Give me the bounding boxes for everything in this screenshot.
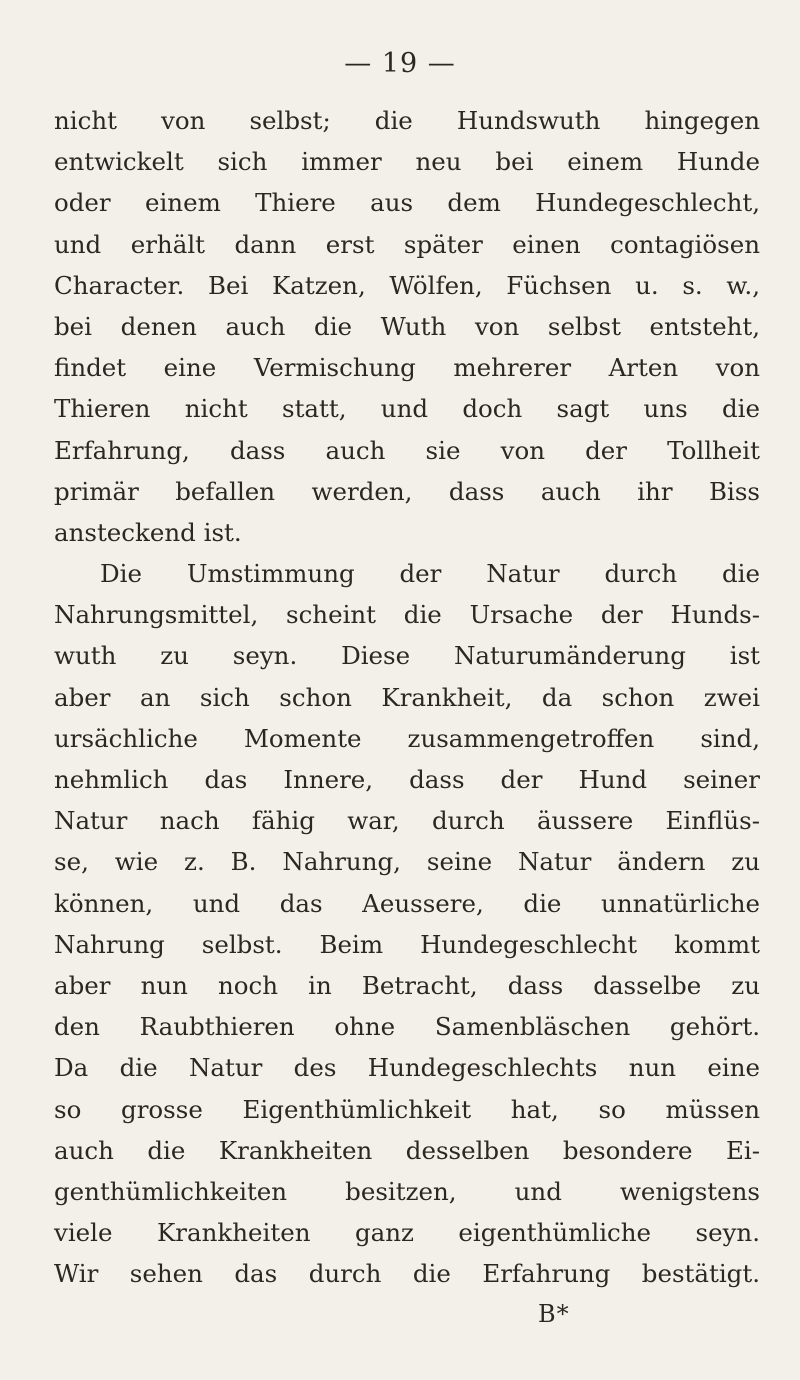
signature-mark: B* xyxy=(538,1300,570,1328)
text-line: primär befallen werden, dass auch ihr Biss xyxy=(54,476,760,506)
text-line: aber an sich schon Krankheit, da schon zwei xyxy=(54,682,760,712)
text-line: ursächliche Momente zusammengetroffen sind, xyxy=(54,723,760,753)
text-line: Wir sehen das durch die Erfahrung bestätigt. xyxy=(54,1259,760,1289)
body-text xyxy=(54,100,760,1294)
text-line: bei denen auch die Wuth von selbst entsteht, xyxy=(54,311,760,341)
text-line-paragraph-end: ansteckend ist. xyxy=(54,517,242,547)
text-line: Character. Bei Katzen, Wölfen, Füchsen u. s. w., xyxy=(54,270,760,300)
text-line-paragraph-start: Die Umstimmung der Natur durch die xyxy=(100,559,760,589)
text-line: findet eine Vermischung mehrerer Arten von xyxy=(54,353,760,383)
text-line: können, und das Aeussere, die unnatürliche xyxy=(54,888,760,918)
text-line: nicht von selbst; die Hundswuth hingegen xyxy=(54,106,760,135)
text-line: genthümlichkeiten besitzen, und wenigstens xyxy=(54,1176,760,1206)
text-line: Thieren nicht statt, und doch sagt uns die xyxy=(54,394,760,424)
text-line: viele Krankheiten ganz eigenthümliche seyn. xyxy=(54,1218,760,1248)
text-line: se, wie z. B. Nahrung, seine Natur ändern zu xyxy=(54,847,760,877)
text-line: Natur nach fähig war, durch äussere Einflüs- xyxy=(54,806,760,836)
page-header: — 19 — xyxy=(344,48,456,79)
text-line: aber nun noch in Betracht, dass dasselbe zu xyxy=(54,970,760,1000)
text-line: nehmlich das Innere, dass der Hund seiner xyxy=(54,765,760,794)
text-line: und erhält dann erst später einen contagiösen xyxy=(54,229,760,259)
text-line: Da die Natur des Hundegeschlechts nun eine xyxy=(54,1053,760,1083)
text-line: oder einem Thiere aus dem Hundegeschlecht, xyxy=(54,188,760,218)
text-line: wuth zu seyn. Diese Naturumänderung ist xyxy=(54,641,760,671)
text-line: auch die Krankheiten desselben besondere Ei- xyxy=(54,1135,760,1165)
text-line: entwickelt sich immer neu bei einem Hunde xyxy=(54,147,760,177)
text-line: den Raubthieren ohne Samenbläschen gehört. xyxy=(54,1012,760,1042)
text-line: Nahrung selbst. Beim Hundegeschlecht kommt xyxy=(54,929,760,959)
text-line: Erfahrung, dass auch sie von der Tollheit xyxy=(54,435,760,465)
text-line: Nahrungsmittel, scheint die Ursache der Hunds- xyxy=(54,600,760,630)
text-line: so grosse Eigenthümlichkeit hat, so müssen xyxy=(54,1094,760,1124)
